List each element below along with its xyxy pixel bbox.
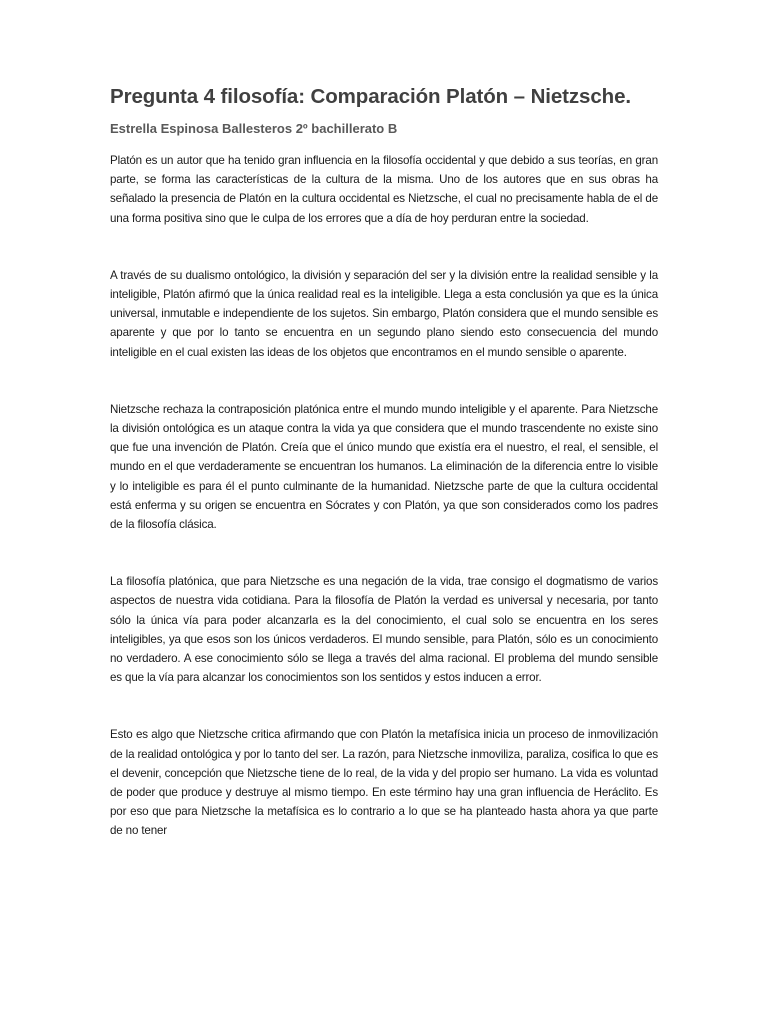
paragraph: Esto es algo que Nietzsche critica afirmando que con Platón la metafísica inicia un proceso de inmovilización de la realidad ontológica y por lo tanto del ser. La razón, para Nietzsche inmoviliza, paraliza, cosifica lo que es el devenir, concepción que Nietzsche tiene de lo real, de la vida y del propio ser humano. La vida es voluntad de poder que produce y destruye al mismo tiempo. En este término hay una gran influencia de Heráclito. Es por eso que para Nietzsche la metafísica es lo contrario a lo que se ha planteado hasta ahora ya que parte de no tener bbox=[110, 728, 658, 838]
paragraph: Nietzsche rechaza la contraposición platónica entre el mundo mundo inteligible y el aparente. Para Nietzsche la división ontológica es un ataque contra la vida ya que considera que el mundo trascendente no existe sino que fue una invención de Platón. Creía que el único mundo que existía era el nuestro, el real, el sensible, el mundo en el que verdaderamente se encuentran los humanos. La eliminación de la diferencia entre lo visible y lo inteligible es para él el punto culminante de la humanidad. Nietzsche parte de que la cultura occidental está enferma y su origen se encuentra en Sócrates y con Platón, ya que son considerados como los padres de la filosofía clásica. bbox=[110, 402, 658, 532]
paragraph: La filosofía platónica, que para Nietzsche es una negación de la vida, trae consigo el dogmatismo de varios aspectos de nuestra vida cotidiana. Para la filosofía de Platón la verdad es universal y necesaria, por tanto sólo la única vía para poder alcanzarla es la del conocimiento, el cual solo se encuentra en los seres inteligibles, ya que esos son los únicos verdaderos. El mundo sensible, para Platón, sólo es un conocimiento no verdadero. A ese conocimiento sólo se llega a través del alma racional. El problema del mundo sensible es que la vía para alcanzar los conocimientos son los sentidos y estos inducen a error. bbox=[110, 575, 658, 685]
document-body bbox=[110, 84, 658, 841]
author-line: Estrella Espinosa Ballesteros 2º bachillerato B bbox=[110, 121, 398, 136]
paragraph: Platón es un autor que ha tenido gran influencia en la filosofía occidental y que debido a sus teorías, en gran parte, se forma las características de la cultura de la misma. Uno de los autores que en sus obras ha señalado la presencia de Platón en la cultura occidental es Nietzsche, el cual no precisamente habla de el de una forma positiva sino que le culpa de los errores que a día de hoy perduran entre la sociedad. bbox=[110, 154, 658, 225]
paragraph: A través de su dualismo ontológico, la división y separación del ser y la división entre la realidad sensible y la inteligible, Platón afirmó que la única realidad real es la inteligible. Llega a esta conclusión ya que es la única universal, inmutable e independiente de los sujetos. Sin embargo, Platón considera que el mundo sensible es aparente y que por lo tanto se encuentra en un segundo plano siendo esto consecuencia del mundo inteligible en el cual existen las ideas de los objetos que encontramos en el mundo sensible o aparente. bbox=[110, 268, 658, 359]
document-title: Pregunta 4 filosofía: Comparación Platón – Nietzsche. bbox=[110, 85, 631, 108]
